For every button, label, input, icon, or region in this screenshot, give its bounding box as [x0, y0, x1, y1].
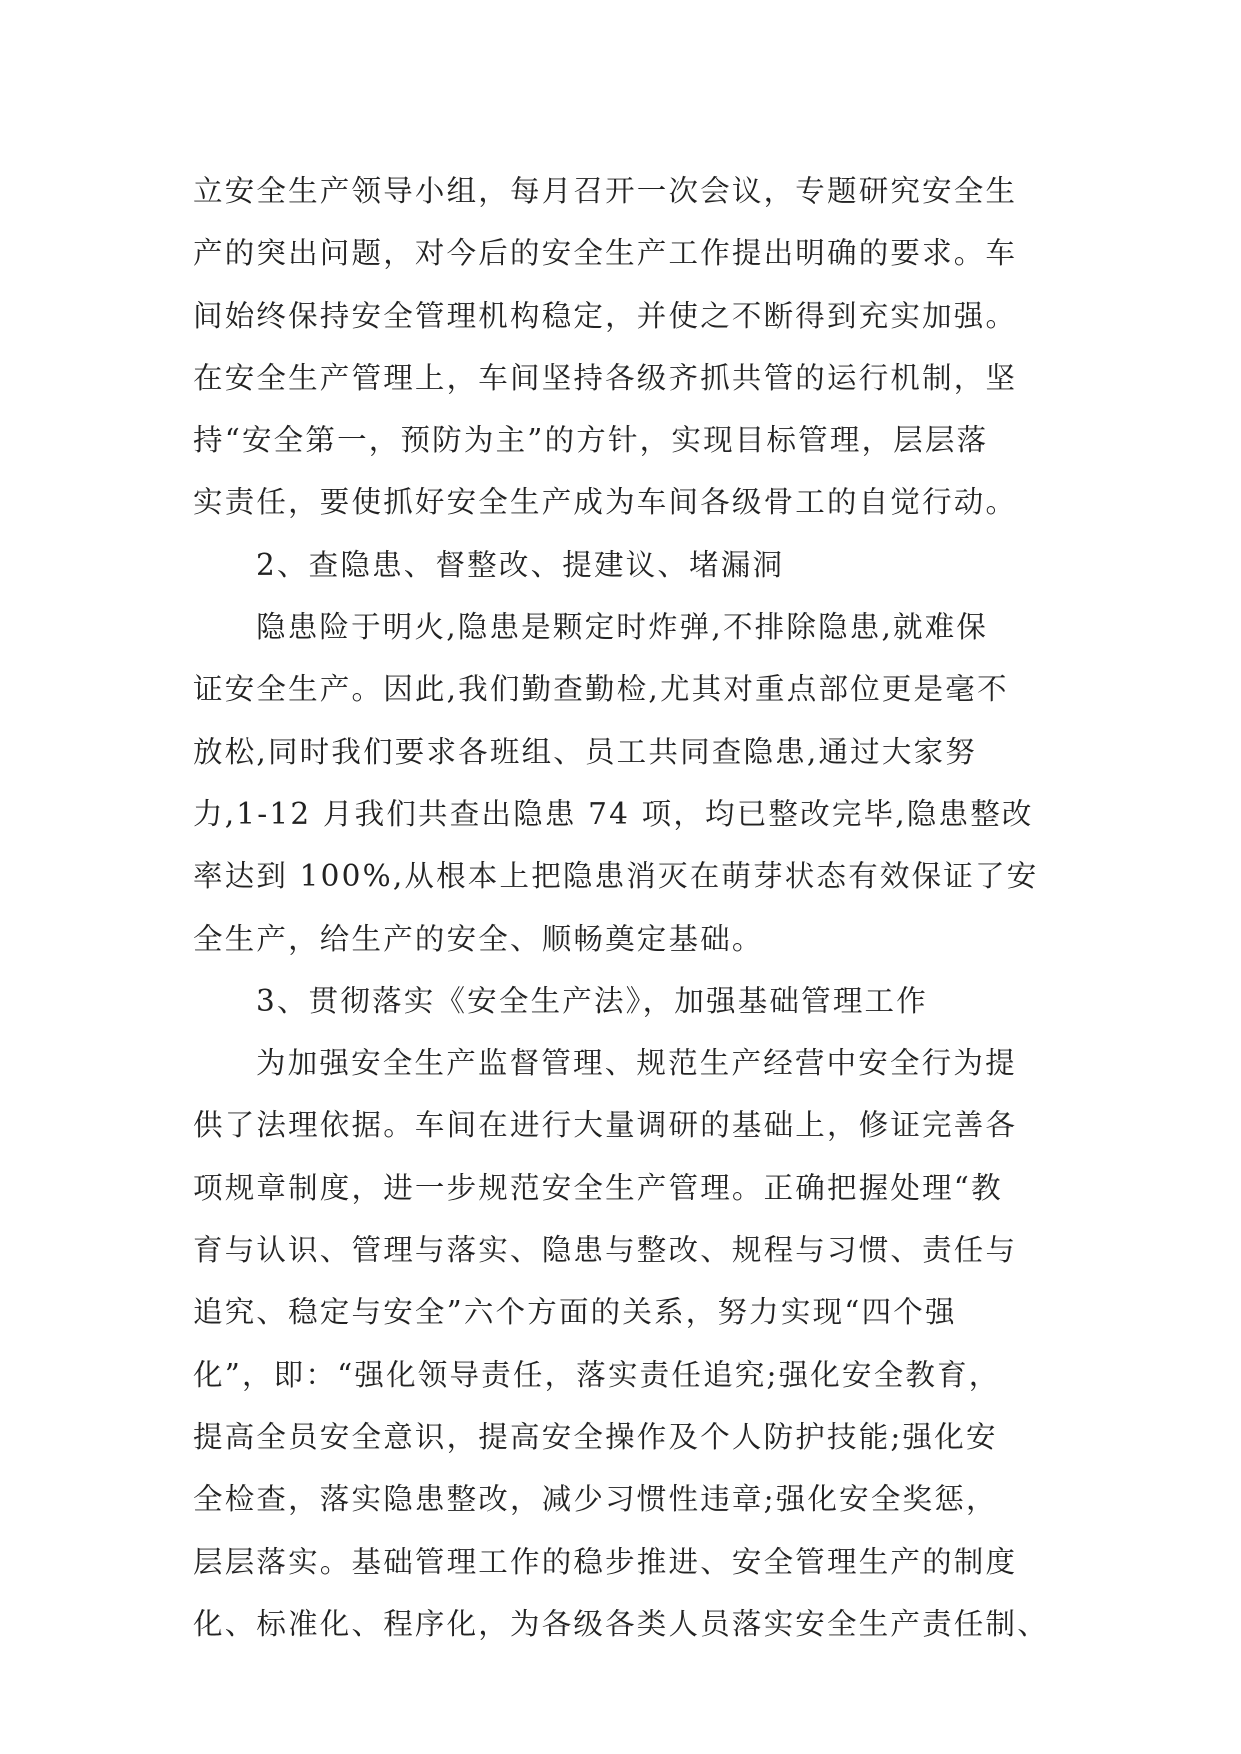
text-line: 持“安全第一，预防为主”的方针，实现目标管理，层层落 — [193, 423, 989, 458]
document-body — [193, 160, 1063, 1655]
text-line: 化、标准化、程序化，为各级各类人员落实安全生产责任制、 — [193, 1606, 1049, 1641]
text-line: 证安全生产。因此,我们勤查勤检,尤其对重点部位更是毫不 — [193, 672, 1009, 707]
text-line: 追究、稳定与安全”六个方面的关系，努力实现“四个强 — [193, 1295, 957, 1330]
paragraph-first-line: 隐患险于明火,隐患是颗定时炸弹,不排除隐患,就难保 — [256, 610, 989, 645]
section-heading: 2、查隐患、督整改、提建议、堵漏洞 — [256, 547, 785, 582]
text-line: 项规章制度，进一步规范安全生产管理。正确把握处理“教 — [193, 1170, 1003, 1205]
text-line: 力,1-12 月我们共查出隐患 74 项，均已整改完毕,隐患整改 — [193, 796, 1034, 831]
text-line: 产的突出问题，对今后的安全生产工作提出明确的要求。车 — [193, 236, 1018, 271]
text-line: 育与认识、管理与落实、隐患与整改、规程与习惯、责任与 — [193, 1233, 1018, 1268]
text-line: 供了法理依据。车间在进行大量调研的基础上，修证完善各 — [193, 1108, 1018, 1143]
text-line: 放松,同时我们要求各班组、员工共同查隐患,通过大家努 — [193, 734, 977, 769]
text-line: 在安全生产管理上，车间坚持各级齐抓共管的运行机制，坚 — [193, 360, 1018, 395]
section-heading: 3、贯彻落实《安全生产法》，加强基础管理工作 — [256, 983, 928, 1018]
text-line: 全检查，落实隐患整改，减少习惯性违章;强化安全奖惩， — [193, 1482, 998, 1517]
text-line: 全生产，给生产的安全、顺畅奠定基础。 — [193, 921, 764, 956]
paragraph-first-line: 为加强安全生产监督管理、规范生产经营中安全行为提 — [256, 1046, 1017, 1081]
text-line: 率达到 100%,从根本上把隐患消灭在萌芽状态有效保证了安 — [193, 859, 1039, 894]
text-line: 化”，即：“强化领导责任，落实责任追究;强化安全教育， — [193, 1357, 1001, 1392]
text-line: 层层落实。基础管理工作的稳步推进、安全管理生产的制度 — [193, 1544, 1018, 1579]
text-line: 实责任，要使抓好安全生产成为车间各级骨工的自觉行动。 — [193, 485, 1018, 520]
text-line: 提高全员安全意识，提高安全操作及个人防护技能;强化安 — [193, 1419, 998, 1454]
text-line: 间始终保持安全管理机构稳定，并使之不断得到充实加强。 — [193, 298, 1018, 333]
text-line: 立安全生产领导小组，每月召开一次会议，专题研究安全生 — [193, 174, 1018, 208]
